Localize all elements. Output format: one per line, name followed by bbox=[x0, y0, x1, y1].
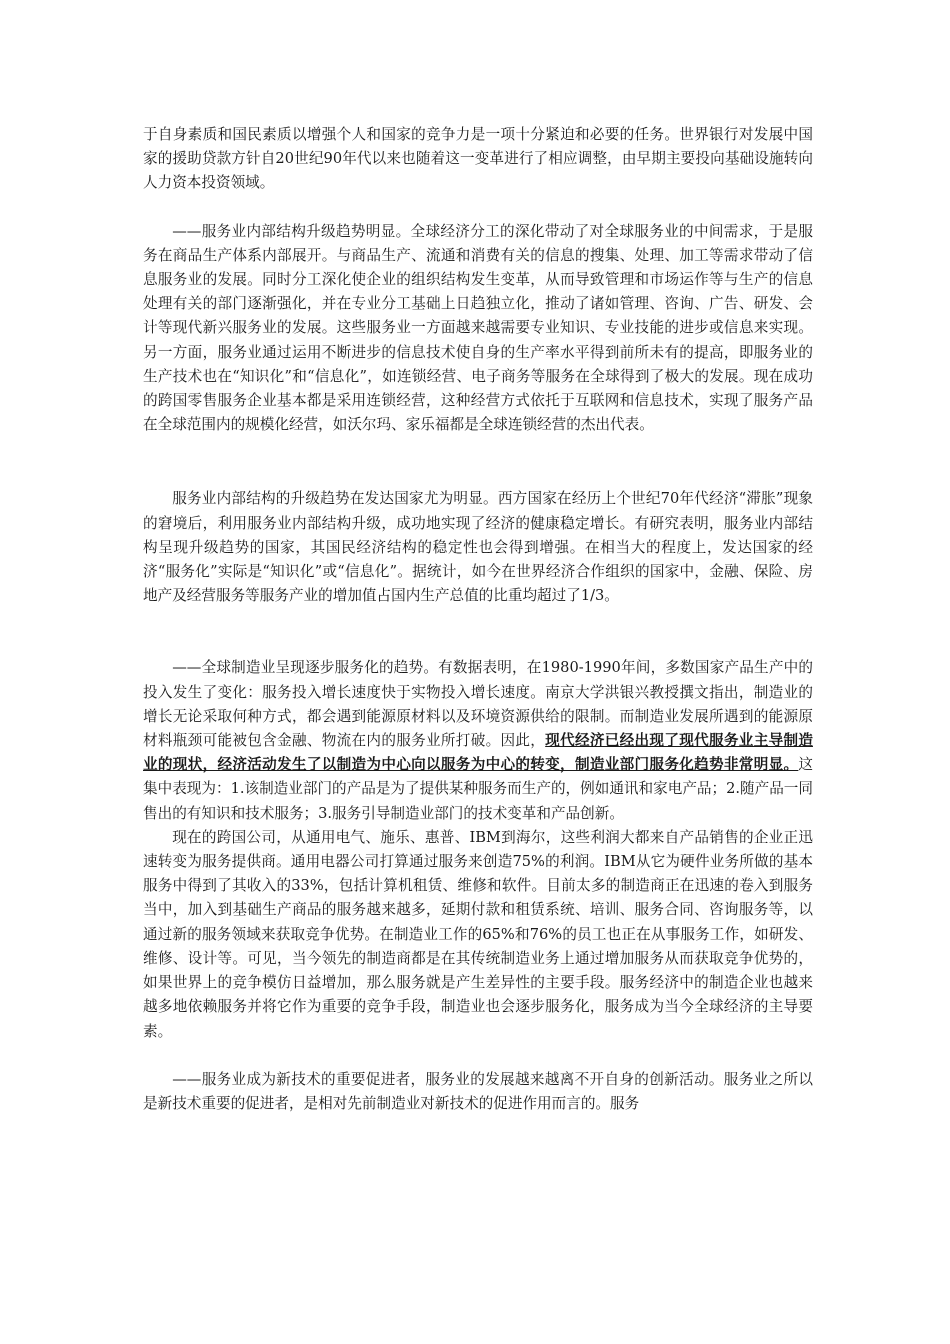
spacer bbox=[143, 196, 813, 220]
paragraph-4-lead: ——全球制造业呈现逐步服务化的趋势。有数据表明，在1980-1990年间，多数国家产品生产中的投入发生了变化：服务投入增长速度快于实物投入增长速度。南京大学洪银兴教授撰文指出，制造业的增长无论采取何种方式，都会遇到能源原材料以及环境资源供给的限制。而制造业发展所遇到的能源原材料瓶颈可能被包含金融、物流在内的服务业所打破。因此， bbox=[143, 659, 813, 750]
paragraph-2: ——服务业内部结构升级趋势明显。全球经济分工的深化带动了对全球服务业的中间需求，于是服务在商品生产体系内部展开。与商品生产、流通和消费有关的信息的搜集、处理、加工等需求带动了信息服务业的发展。同时分工深化使企业的组织结构发生变革，从而导致管理和市场运作等与生产的信息处理有关的部门逐渐强化，并在专业分工基础上日趋独立化，推动了诸如管理、咨询、广告、研发、会计等现代新兴服务业的发展。这些服务业一方面越来越需要专业知识、专业技能的进步或信息来实现。另一方面，服务业通过运用不断进步的信息技术使自身的生产率水平得到前所未有的提高，即服务业的生产技术也在“知识化”和“信息化”，如连锁经营、电子商务等服务在全球得到了极大的发展。现在成功的跨国零售服务企业基本都是采用连锁经营，这种经营方式依托于互联网和信息技术，实现了服务产品在全球范围内的规模化经营，如沃尔玛、家乐福都是全球连锁经营的杰出代表。 bbox=[143, 222, 813, 434]
paragraph-6: ——服务业成为新技术的重要促进者，服务业的发展越来越离不开自身的创新活动。服务业之所以是新技术重要的促进者，是相对先前制造业对新技术的促进作用而言的。服务 bbox=[143, 1070, 813, 1112]
paragraph-5: 现在的跨国公司，从通用电气、施乐、惠普、IBM到海尔，这些利润大都来自产品销售的企业正迅速转变为服务提供商。通用电器公司打算通过服务来创造75%的利润。IBM从它为硬件业务所做的基本服务中得到了其收入的33%，包括计算机租赁、维修和软件。目前太多的制造商正在迅速的卷入到服务当中，加入到基础生产商品的服务越来越多，延期付款和租赁系统、培训、服务合同、咨询服务等，以通过新的服务领域来获取竞争优势。在制造业工作的65%和76%的员工也正在从事服务工作，如研发、维修、设计等。可见，当今领先的制造商都是在其传统制造业务上通过增加服务从而获取竞争优势的，如果世界上的竞争模仿日益增加，那么服务就是产生差异性的主要手段。服务经济中的制造企业也越来越多地依赖服务并将它作为重要的竞争手段，制造业也会逐步服务化，服务成为当今全球经济的主导要素。 bbox=[143, 828, 813, 1040]
paragraph-3: 服务业内部结构的升级趋势在发达国家尤为明显。西方国家在经历上个世纪70年代经济“滞胀”现象的窘境后，利用服务业内部结构升级，成功地实现了经济的健康稳定增长。有研究表明，服务业内部结构呈现升级趋势的国家，其国民经济结构的稳定性也会得到增强。在相当大的程度上，发达国家的经济“服务化”实际是“知识化”或“信息化”。据统计，如今在世界经济合作组织的国家中，金融、保险、房地产及经营服务等服务产业的增加值占国内生产总值的比重均超过了1/3。 bbox=[143, 490, 813, 605]
paragraph-1: 于自身素质和国民素质以增强个人和国家的竞争力是一项十分紧迫和必要的任务。世界银行对发展中国家的援助贷款方针自20世纪90年代以来也随着这一变革进行了相应调整，由早期主要投向基础设施转向人力资本投资领域。 bbox=[143, 126, 813, 192]
spacer bbox=[143, 1044, 813, 1068]
spacer bbox=[143, 608, 813, 656]
document-body bbox=[143, 123, 813, 1116]
paragraph-4-tail: 这集中表现为：1.该制造业部门的产品是为了提供某种服务而生产的，例如通讯和家电产品；2.随产品一同售出的有知识和技术服务；3.服务引导制造业部门的技术变革和产品创新。 bbox=[143, 756, 813, 822]
spacer bbox=[143, 437, 813, 487]
paragraph-4 bbox=[143, 656, 813, 825]
emphasized-statement: 现代经济已经出现了现代服务业主导制造业的现状，经济活动发生了以制造为中心向以服务为中心的转变，制造业部门服务化趋势非常明显。 bbox=[143, 732, 813, 774]
